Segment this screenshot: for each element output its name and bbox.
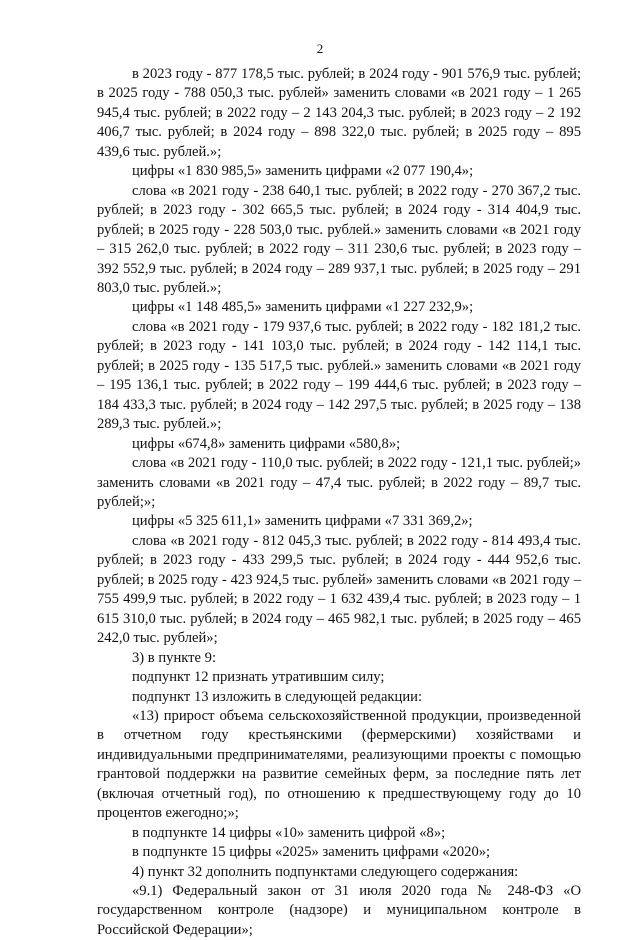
paragraph: 3) в пункте 9: [132, 649, 217, 666]
paragraph: цифры «1 830 985,5» заменить цифрами «2 077 190,4»; [132, 163, 474, 180]
paragraph: в подпункте 14 цифры «10» заменить цифрой «8»; [132, 824, 446, 841]
paragraph: цифры «1 148 485,5» заменить цифрами «1 227 232,9»; [132, 299, 474, 316]
paragraph: цифры «5 325 611,1» заменить цифрами «7 331 369,2»; [132, 513, 473, 530]
paragraph: 4) пункт 32 дополнить подпунктами следующего содержания: [132, 863, 519, 880]
paragraph: в 2023 году - 877 178,5 тыс. рублей; в 2024 году - 901 576,9 тыс. рублей; в 2025 году - 788 050,3 тыс. рублей» заменить словами «в 2021 году – 1 265 945,4 тыс. рублей; в 2022 году – 2 143 204,3 тыс. рублей; в 2023 году – 2 192 406,7 тыс. рублей; в 2024 году – 898 322,0 тыс. рублей; в 2025 году – 895 439,6 тыс. рублей.»; [97, 66, 581, 160]
paragraph: «13) прирост объема сельскохозяйственной продукции, произведенной в отчетном году крестьянскими (фермерскими) хозяйствами и индивидуальными предпринимателями, реализующими проекты с помощью грантовой поддержки на развитие семейных ферм, за последние пять лет (включая отчетный год), по отношению к предшествующему году до 10 процентов ежегодно;»; [97, 707, 581, 822]
paragraph: слова «в 2021 году - 110,0 тыс. рублей; в 2022 году - 121,1 тыс. рублей;» заменить словами «в 2021 году – 47,4 тыс. рублей; в 2022 году – 89,7 тыс. рублей;»; [97, 455, 581, 510]
paragraph: цифры «674,8» заменить цифрами «580,8»; [132, 435, 401, 452]
paragraph: слова «в 2021 году - 179 937,6 тыс. рублей; в 2022 году - 182 181,2 тыс. рублей; в 2023 году - 141 103,0 тыс. рублей; в 2024 году - 142 114,1 тыс. рублей; в 2025 году - 135 517,5 тыс. рублей.» заменить словами «в 2021 году – 195 136,1 тыс. рублей; в 2022 году – 199 444,6 тыс. рублей; в 2023 году – 184 433,3 тыс. рублей; в 2024 году – 142 297,5 тыс. рублей; в 2025 году – 138 289,3 тыс. рублей.»; [97, 318, 581, 433]
paragraph: слова «в 2021 году - 812 045,3 тыс. рублей; в 2022 году - 814 493,4 тыс. рублей; в 2023 году - 433 299,5 тыс. рублей; в 2024 году - 444 952,6 тыс. рублей; в 2025 году - 423 924,5 тыс. рублей» заменить словами «в 2021 году – 755 499,9 тыс. рублей; в 2022 году – 1 632 439,4 тыс. рублей; в 2023 году – 1 615 310,0 тыс. рублей; в 2024 году – 465 982,1 тыс. рублей; в 2025 году – 465 242,0 тыс. рублей»; [97, 532, 581, 647]
paragraph: в подпункте 15 цифры «2025» заменить цифрами «2020»; [132, 844, 491, 861]
document-body [97, 65, 581, 940]
page-number: 2 [316, 41, 324, 56]
paragraph: подпункт 13 изложить в следующей редакции: [132, 688, 423, 705]
paragraph: подпункт 12 признать утратившим силу; [132, 669, 385, 686]
paragraph: слова «в 2021 году - 238 640,1 тыс. рублей; в 2022 году - 270 367,2 тыс. рублей; в 2023 году - 302 665,5 тыс. рублей; в 2024 году - 314 404,9 тыс. рублей; в 2025 году - 228 503,0 тыс. рублей.» заменить словами «в 2021 году – 315 262,0 тыс. рублей; в 2022 году – 311 230,6 тыс. рублей; в 2023 году – 392 552,9 тыс. рублей; в 2024 году – 289 937,1 тыс. рублей; в 2025 году – 291 803,0 тыс. рублей.»; [97, 182, 581, 296]
paragraph: «9.1) Федеральный закон от 31 июля 2020 года № 248-ФЗ «О государственном контроле (надзоре) и муниципальном контроле в Российской Федерации»; [97, 883, 581, 938]
